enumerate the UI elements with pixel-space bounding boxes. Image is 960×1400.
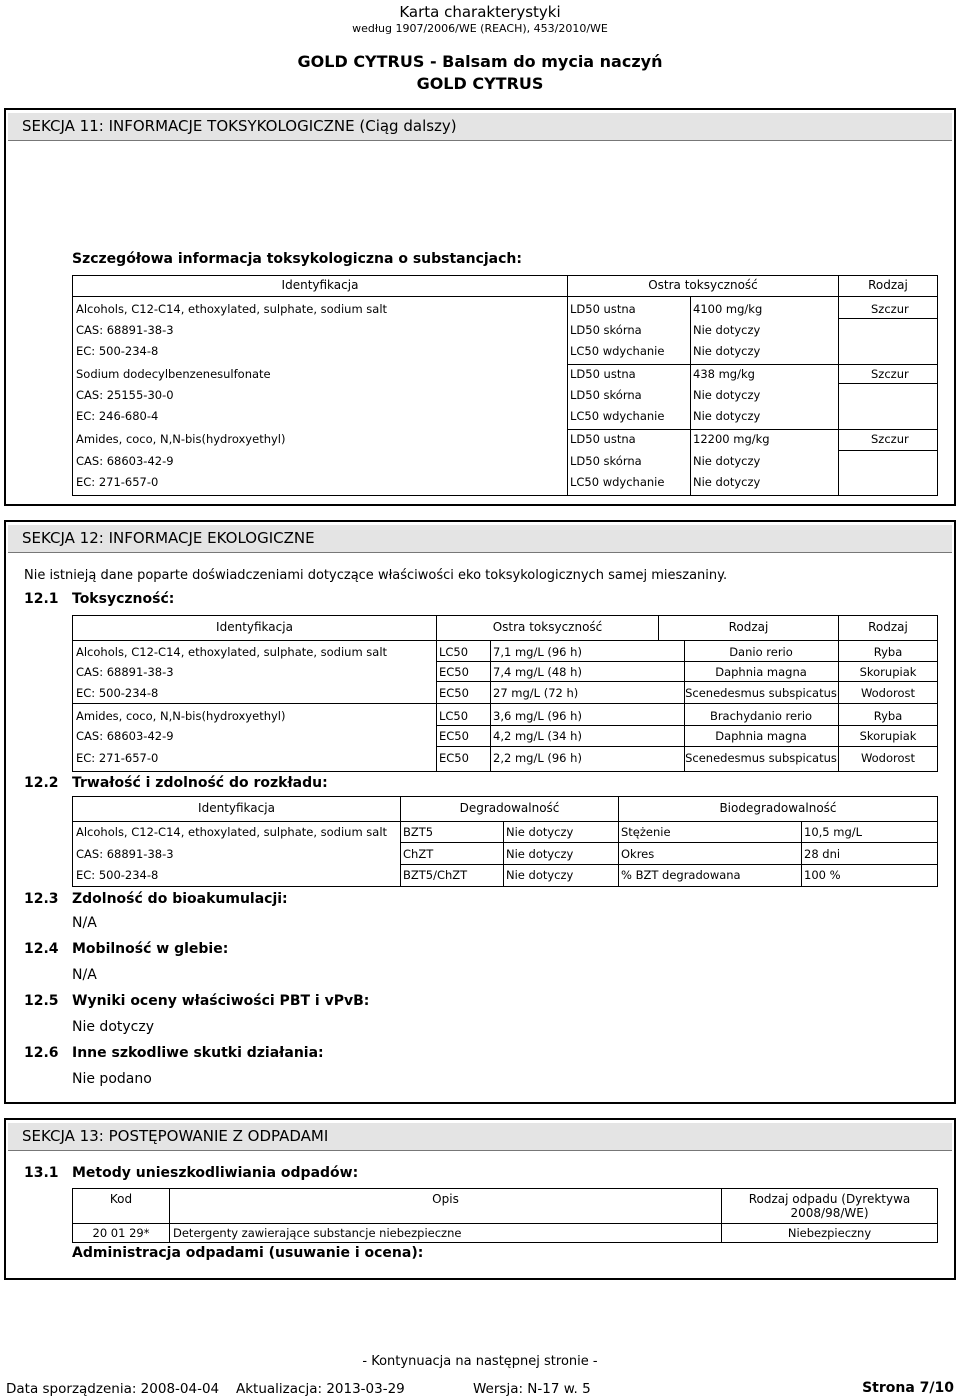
s12-2-label: Trwałość i zdolność do rozkładu: [72, 775, 328, 791]
s12-1-label: Toksyczność: [72, 591, 175, 607]
s12-5-number: 12.5 [24, 993, 59, 1009]
doc-type: Karta charakterystyki [399, 3, 561, 21]
creation-date: Data sporządzenia: 2008-04-04 [6, 1381, 220, 1397]
s12-5-label: Wyniki oceny właściwości PBT i vPvB: [72, 993, 370, 1009]
s13-1-number: 13.1 [24, 1165, 59, 1181]
update-date: Aktualizacja: 2013-03-29 [236, 1381, 405, 1397]
section-11-title: SEKCJA 11: INFORMACJE TOKSYKOLOGICZNE (Ciąg dalszy) [8, 113, 952, 141]
product-subtitle: GOLD CYTRUS [416, 74, 544, 93]
waste-admin-label: Administracja odpadami (usuwanie i ocena): [72, 1245, 424, 1261]
regulation: według 1907/2006/WE (REACH), 453/2010/WE [352, 22, 608, 35]
s12-3-number: 12.3 [24, 891, 59, 907]
s12-3-value: N/A [72, 915, 97, 931]
section-13-title: SEKCJA 13: POSTĘPOWANIE Z ODPADAMI [8, 1123, 952, 1151]
continuation-note: - Kontynuacja na następnej stronie - [362, 1354, 598, 1369]
s12-2-number: 12.2 [24, 775, 59, 791]
s12-6-value: Nie podano [72, 1071, 152, 1087]
s12-3-label: Zdolność do bioakumulacji: [72, 891, 288, 907]
s13-1-label: Metody unieszkodliwiania odpadów: [72, 1165, 359, 1181]
s11-col-identification: Identyfikacja [72, 275, 568, 297]
page-number: Strona 7/10 [862, 1380, 954, 1396]
version: Wersja: N-17 w. 5 [473, 1381, 591, 1397]
s12-4-value: N/A [72, 967, 97, 983]
s12-4-label: Mobilność w glebie: [72, 941, 229, 957]
section-12-title: SEKCJA 12: INFORMACJE EKOLOGICZNE [8, 525, 952, 553]
s12-6-label: Inne szkodliwe skutki działania: [72, 1045, 324, 1061]
s11-table-body [72, 296, 938, 496]
s12-6-number: 12.6 [24, 1045, 59, 1061]
s11-col-kind: Rodzaj [838, 275, 938, 297]
s12-4-number: 12.4 [24, 941, 59, 957]
s12-5-value: Nie dotyczy [72, 1019, 154, 1035]
s11-subtitle: Szczegółowa informacja toksykologiczna o substancjach: [72, 251, 522, 267]
s12-1-number: 12.1 [24, 591, 59, 607]
s12-intro: Nie istnieją dane poparte doświadczeniami dotyczące właściwości eko toksykologicznych samej mieszaniny. [24, 568, 728, 583]
product-title: GOLD CYTRUS - Balsam do mycia naczyń [297, 52, 663, 71]
s11-col-tox: Ostra toksyczność [567, 275, 839, 297]
